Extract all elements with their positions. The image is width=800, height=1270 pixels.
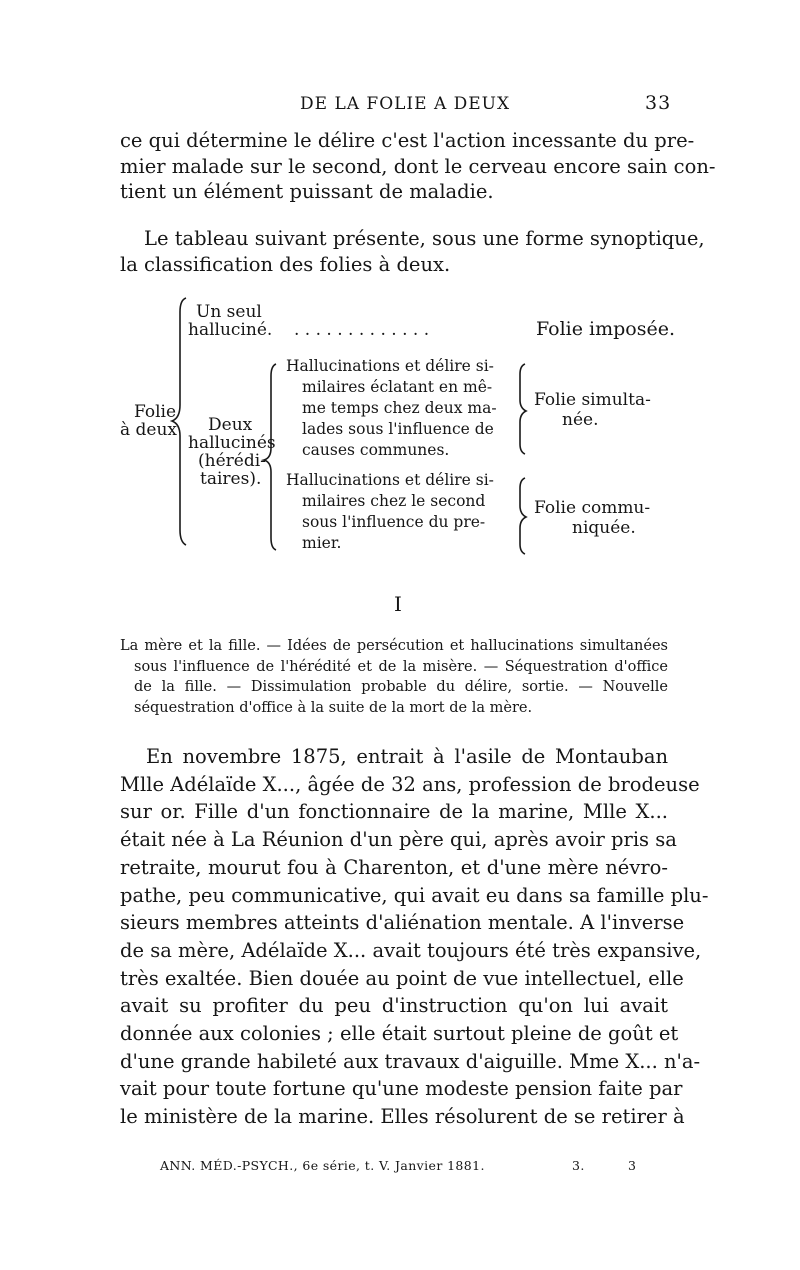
text-line: Hallucinations et délire si- bbox=[286, 357, 494, 375]
text-line: avait su profiter du peu d'instruction qu'on lui avait bbox=[120, 994, 668, 1018]
text-line: la classification des folies à deux. bbox=[120, 252, 451, 276]
result-brace-b bbox=[520, 478, 526, 554]
body-paragraph bbox=[120, 743, 709, 1131]
text-line: très exaltée. Bien douée au point de vue intellectuel, elle bbox=[120, 966, 684, 990]
text-line: ce qui détermine le délire c'est l'action incessante du pre- bbox=[120, 129, 695, 152]
branch-one-label-line1: Un seul bbox=[196, 302, 262, 322]
text-line: Hallucinations et délire si- bbox=[286, 471, 494, 489]
result-brace-a bbox=[520, 364, 526, 454]
summary-line: séquestration d'office à la suite de la mort de la mère. bbox=[134, 699, 533, 716]
branch-two-label-line2: hallucinés bbox=[188, 433, 276, 453]
footer-signature-line: ANN. MÉD.-PSYCH., 6e série, t. V. Janvier 1881. bbox=[160, 1158, 485, 1173]
text-line: Folie simulta- bbox=[534, 390, 651, 410]
section-summary bbox=[120, 636, 668, 718]
branch-two-label-line4: taires). bbox=[200, 469, 262, 489]
footer-signature-number: 3 bbox=[628, 1158, 637, 1173]
text-line: d'une grande habileté aux travaux d'aiguille. Mme X... n'a- bbox=[120, 1049, 701, 1073]
text-line: Folie commu- bbox=[534, 498, 651, 518]
text-line: pathe, peu communicative, qui avait eu dans sa famille plu- bbox=[120, 883, 709, 907]
text-line: milaires éclatant en mê- bbox=[302, 378, 493, 396]
root-label-line1: Folie bbox=[134, 402, 177, 422]
text-line: de sa mère, Adélaïde X... avait toujours été très expansive, bbox=[120, 938, 702, 962]
text-line: En novembre 1875, entrait à l'asile de Montauban bbox=[146, 745, 668, 768]
leader-dots: . . . . . . . . . . . . . bbox=[294, 320, 430, 340]
text-line: mier. bbox=[302, 534, 342, 552]
result-folie-simultanee bbox=[534, 390, 651, 430]
section-number: I bbox=[394, 592, 402, 616]
result-folie-imposee: Folie imposée. bbox=[536, 318, 675, 340]
branch-two-label-line3: (hérédi- bbox=[198, 451, 266, 471]
text-line: née. bbox=[562, 410, 599, 430]
text-line: sous l'influence du pre- bbox=[302, 513, 486, 531]
footer-signature-mark: 3. bbox=[572, 1158, 585, 1173]
text-line: lades sous l'influence de bbox=[302, 420, 494, 438]
text-line: sieurs membres atteints d'aliénation mentale. A l'inverse bbox=[120, 911, 685, 935]
case-b-text bbox=[286, 470, 494, 554]
running-title: DE LA FOLIE A DEUX bbox=[300, 94, 511, 114]
page-number: 33 bbox=[645, 92, 672, 114]
text-line: mier malade sur le second, dont le cerveau encore sain con- bbox=[120, 154, 716, 178]
summary-line: sous l'influence de l'hérédité et de la misère. — Séquestration d'office bbox=[134, 658, 668, 675]
text-line: était née à La Réunion d'un père qui, après avoir pris sa bbox=[120, 828, 677, 852]
text-line: tient un élément puissant de maladie. bbox=[120, 180, 494, 203]
text-line: me temps chez deux ma- bbox=[302, 399, 497, 417]
branch-two-label-line1: Deux bbox=[208, 415, 253, 435]
root-label-line2: à deux bbox=[120, 420, 178, 440]
text-line: Mlle Adélaïde X..., âgée de 32 ans, profession de brodeuse bbox=[120, 772, 700, 796]
branch-one-label-line2: halluciné. bbox=[188, 320, 273, 340]
case-a-text bbox=[286, 356, 497, 461]
text-line: vait pour toute fortune qu'une modeste pension faite par bbox=[120, 1077, 683, 1101]
text-line: sur or. Fille d'un fonctionnaire de la marine, Mlle X... bbox=[120, 800, 668, 824]
text-line: causes communes. bbox=[302, 441, 450, 459]
text-line: donnée aux colonies ; elle était surtout pleine de goût et bbox=[120, 1022, 679, 1046]
text-line: retraite, mourut fou à Charenton, et d'une mère névro- bbox=[120, 855, 668, 879]
summary-line: La mère et la fille. — Idées de persécution et hallucinations simultanées bbox=[120, 638, 668, 654]
result-folie-communiquee bbox=[534, 498, 650, 538]
text-line: niquée. bbox=[572, 518, 636, 538]
text-line: Le tableau suivant présente, sous une forme synoptique, bbox=[144, 227, 705, 250]
summary-line: de la fille. — Dissimulation probable du délire, sortie. — Nouvelle bbox=[134, 679, 668, 695]
text-line: milaires chez le second bbox=[302, 492, 486, 510]
text-line: le ministère de la marine. Elles résolurent de se retirer à bbox=[120, 1105, 685, 1129]
